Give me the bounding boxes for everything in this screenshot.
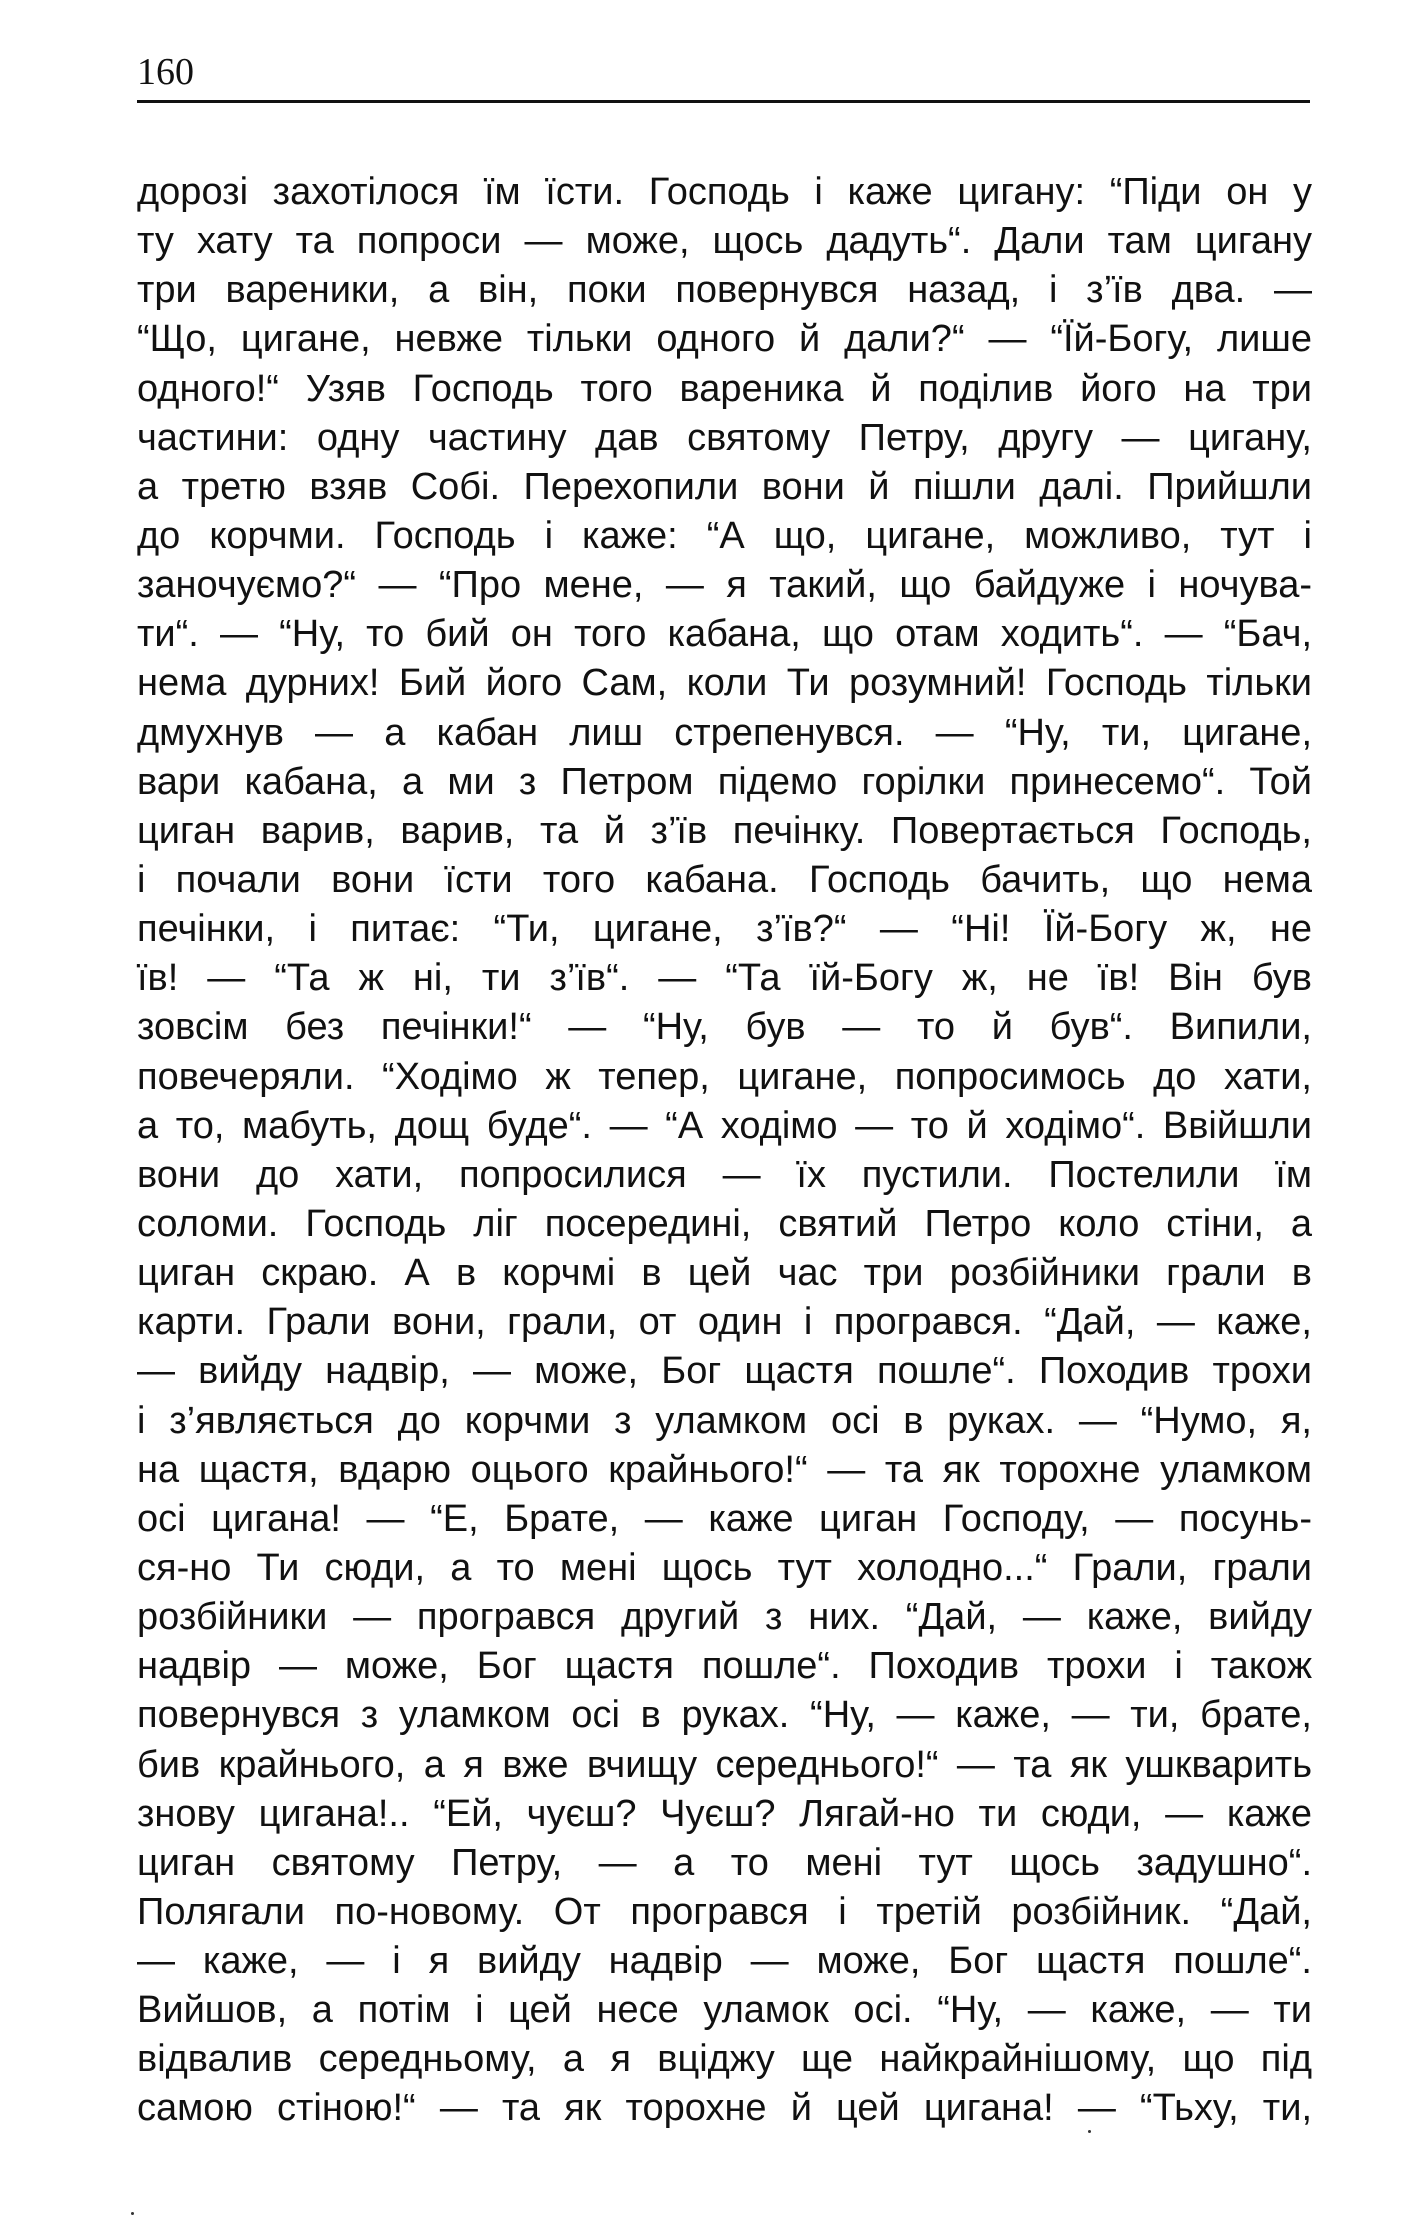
text-line: циган варив, варив, та й з’їв печінку. Повертається Господь,: [137, 809, 1312, 852]
text-line: повернувся з уламком осі в руках. “Ну, — каже, — ти, брате,: [137, 1694, 1312, 1737]
text-line: — вийду надвір, — може, Бог щастя пошле“. Походив трохи: [137, 1350, 1312, 1393]
text-line: циган скраю. А в корчмі в цей час три розбійники грали в: [137, 1252, 1312, 1295]
text-line: відвалив середньому, а я вціджу ще найкрайнішому, що під: [137, 2038, 1312, 2081]
text-line: до корчми. Господь і каже: “А що, цигане, можливо, тут і: [137, 514, 1312, 557]
text-line: циган святому Петру, — а то мені тут щось задушно“.: [137, 1841, 1312, 1884]
text-line: на щастя, вдарю оцього крайнього!“ — та як торохне уламком: [137, 1448, 1312, 1491]
text-line: нема дурних! Бий його Сам, коли Ти розумний! Господь тільки: [137, 662, 1312, 705]
text-line: вони до хати, попросилися — їх пустили. Постелили їм: [137, 1153, 1312, 1196]
text-line: ту хату та попроси — може, щось дадуть“. Дали там цигану: [137, 220, 1312, 263]
text-line: Полягали по-новому. От програвся і третій розбійник. “Дай,: [137, 1890, 1312, 1933]
body-text: [137, 168, 1312, 2134]
text-line: повечеряли. “Ходімо ж тепер, цигане, попросимось до хати,: [137, 1055, 1312, 1098]
text-line: розбійники — програвся другий з них. “Дай, — каже, вийду: [137, 1596, 1312, 1639]
text-line: дмухнув — а кабан лиш стрепенувся. — “Ну, ти, цигане,: [137, 711, 1312, 754]
text-line: одного!“ Узяв Господь того вареника й поділив його на три: [137, 367, 1312, 410]
text-line: а то, мабуть, дощ буде“. — “А ходімо — то й ходімо“. Ввійшли: [137, 1104, 1312, 1147]
header-rule: [137, 100, 1310, 103]
text-line: три вареники, а він, поки повернувся назад, і з’їв два. —: [137, 269, 1312, 312]
text-line: самою стіною!“ — та як торохне й цей цигана! — “Тьху, ти,: [137, 2087, 1312, 2130]
text-line: ти“. — “Ну, то бий он того кабана, що отам ходить“. — “Бач,: [137, 613, 1312, 656]
text-line: а третю взяв Собі. Перехопили вони й пішли далі. Прийшли: [137, 465, 1312, 508]
text-line: і з’являється до корчми з уламком осі в руках. — “Нумо, я,: [137, 1399, 1312, 1442]
page-number: 160: [137, 51, 194, 93]
text-line: знову цигана!.. “Ей, чуєш? Чуєш? Лягай-но ти сюди, — каже: [137, 1792, 1312, 1835]
scan-speck: [131, 2212, 134, 2215]
text-line: бив крайнього, а я вже вчищу середнього!“ — та як ушкварить: [137, 1743, 1312, 1786]
text-line: надвір — може, Бог щастя пошле“. Походив трохи і також: [137, 1645, 1312, 1688]
text-line: ся-но Ти сюди, а то мені щось тут холодно...“ Грали, грали: [137, 1546, 1312, 1589]
text-line: і почали вони їсти того кабана. Господь бачить, що нема: [137, 858, 1312, 901]
text-line: осі цигана! — “Е, Брате, — каже циган Господу, — посунь-: [137, 1497, 1312, 1540]
text-line: зовсім без печінки!“ — “Ну, був — то й був“. Випили,: [137, 1006, 1312, 1049]
text-line: карти. Грали вони, грали, от один і програвся. “Дай, — каже,: [137, 1301, 1312, 1344]
text-line: печінки, і питає: “Ти, цигане, з’їв?“ — “Ні! Їй-Богу ж, не: [137, 908, 1312, 951]
text-line: їв! — “Та ж ні, ти з’їв“. — “Та їй-Богу ж, не їв! Він був: [137, 957, 1312, 1000]
text-line: соломи. Господь ліг посередині, святий Петро коло стіни, а: [137, 1202, 1312, 1245]
scan-speck: [1088, 2130, 1091, 2133]
text-line: дорозі захотілося їм їсти. Господь і каже цигану: “Піди он у: [137, 171, 1312, 213]
text-line: частини: одну частину дав святому Петру, другу — цигану,: [137, 416, 1312, 459]
text-line: “Що, цигане, невже тільки одного й дали?“ — “Їй-Богу, лише: [137, 318, 1312, 361]
text-line: заночуємо?“ — “Про мене, — я такий, що байдуже і ночува-: [137, 564, 1312, 607]
text-line: — каже, — і я вийду надвір — може, Бог щастя пошле“.: [137, 1940, 1312, 1983]
text-line: Вийшов, а потім і цей несе уламок осі. “Ну, — каже, — ти: [137, 1989, 1312, 2032]
text-line: вари кабана, а ми з Петром підемо горілки принесемо“. Той: [137, 760, 1312, 803]
